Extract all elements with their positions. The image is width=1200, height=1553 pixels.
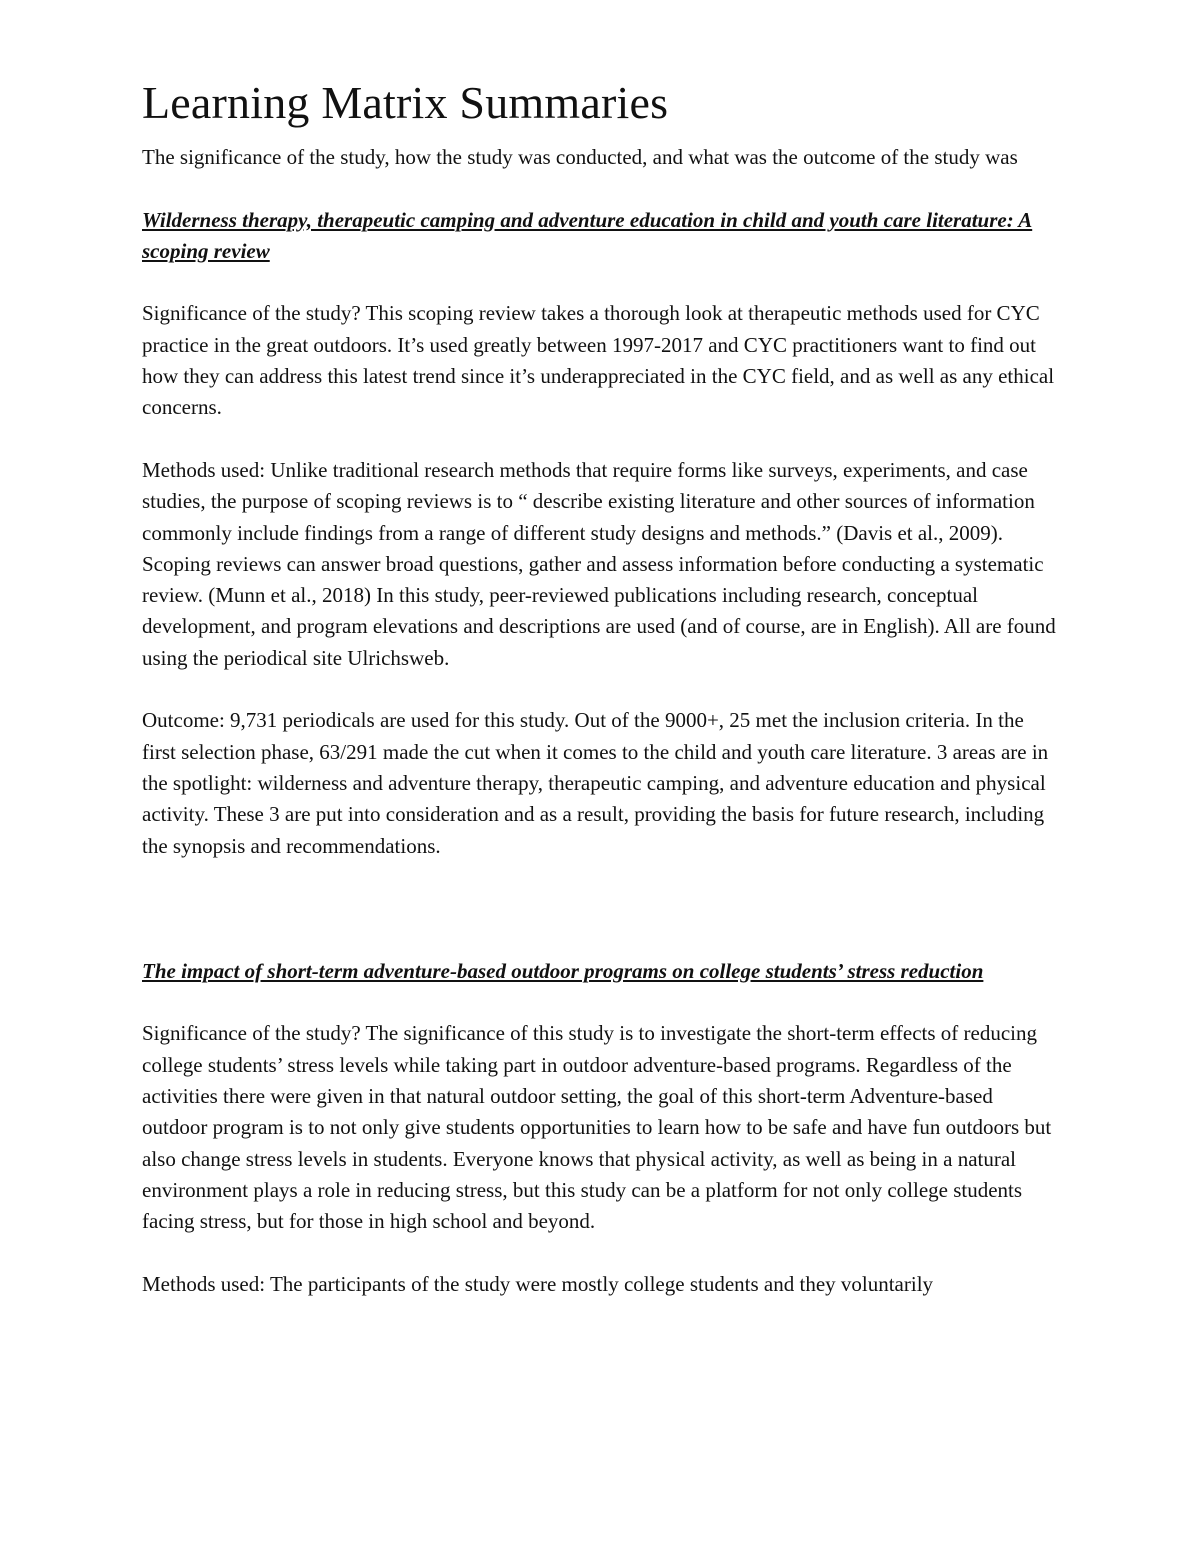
outcome-paragraph: Outcome: 9,731 periodicals are used for this study. Out of the 9000+, 25 met the inclusion criteria. In the first selection phase, 63/291 made the cut when it comes to the child and youth care literature. 3 areas are in the spotlight: wilderness and adventure therapy, therapeutic camping, and adventure education and physical activity. These 3 are put into consideration and as a result, providing the basis for future research, including the synopsis and recommendations. <box>142 708 1049 858</box>
spacer <box>142 1237 1062 1268</box>
spacer <box>142 862 1062 956</box>
page-title: Learning Matrix Summaries <box>142 77 669 128</box>
significance-paragraph: Significance of the study? This scoping review takes a thorough look at therapeutic methods used for CYC practice in the great outdoors. It’s used greatly between 1997-2017 and CYC practitioners want to find out how they can address this latest trend since it’s underappreciated in the CYC field, and as well as any ethical concerns. <box>142 301 1055 420</box>
spacer <box>142 173 1062 204</box>
significance-paragraph: Significance of the study? The significance of this study is to investigate the short-term effects of reducing college students’ stress levels while taking part in outdoor adventure-based programs. Regardless of the activities there were given in that natural outdoor setting, the goal of this short-term Adventure-based outdoor program is to not only give students opportunities to learn how to be safe and have fun outdoors but also change stress levels in students. Everyone knows that physical activity, as well as being in a natural environment plays a role in reducing stress, but this study can be a platform for not only college students facing stress, but for those in high school and beyond. <box>142 1021 1052 1234</box>
section-heading-wilderness-therapy: Wilderness therapy, therapeutic camping and adventure education in child and youth care literature: A scoping review <box>142 207 1033 263</box>
document-subtitle: The significance of the study, how the study was conducted, and what was the outcome of the study was <box>142 145 1018 169</box>
document-page <box>142 72 1062 1300</box>
spacer <box>142 674 1062 705</box>
spacer <box>142 267 1062 298</box>
spacer <box>142 424 1062 455</box>
methods-paragraph: Methods used: Unlike traditional research methods that require forms like surveys, experiments, and case studies, the purpose of scoping reviews is to “ describe existing literature and other sources of information commonly include findings from a range of different study designs and methods.” (Davis et al., 2009). Scoping reviews can answer broad questions, gather and assess information before conducting a systematic review. (Munn et al., 2018) In this study, peer-reviewed publications including research, conceptual development, and program elevations and descriptions are used (and of course, are in English). All are found using the periodical site Ulrichsweb. <box>142 457 1056 670</box>
section-heading-adventure-programs: The impact of short-term adventure-based outdoor programs on college students’ stress reduction <box>142 958 984 983</box>
methods-paragraph: Methods used: The participants of the study were mostly college students and they voluntarily <box>142 1271 934 1296</box>
spacer <box>142 987 1062 1018</box>
